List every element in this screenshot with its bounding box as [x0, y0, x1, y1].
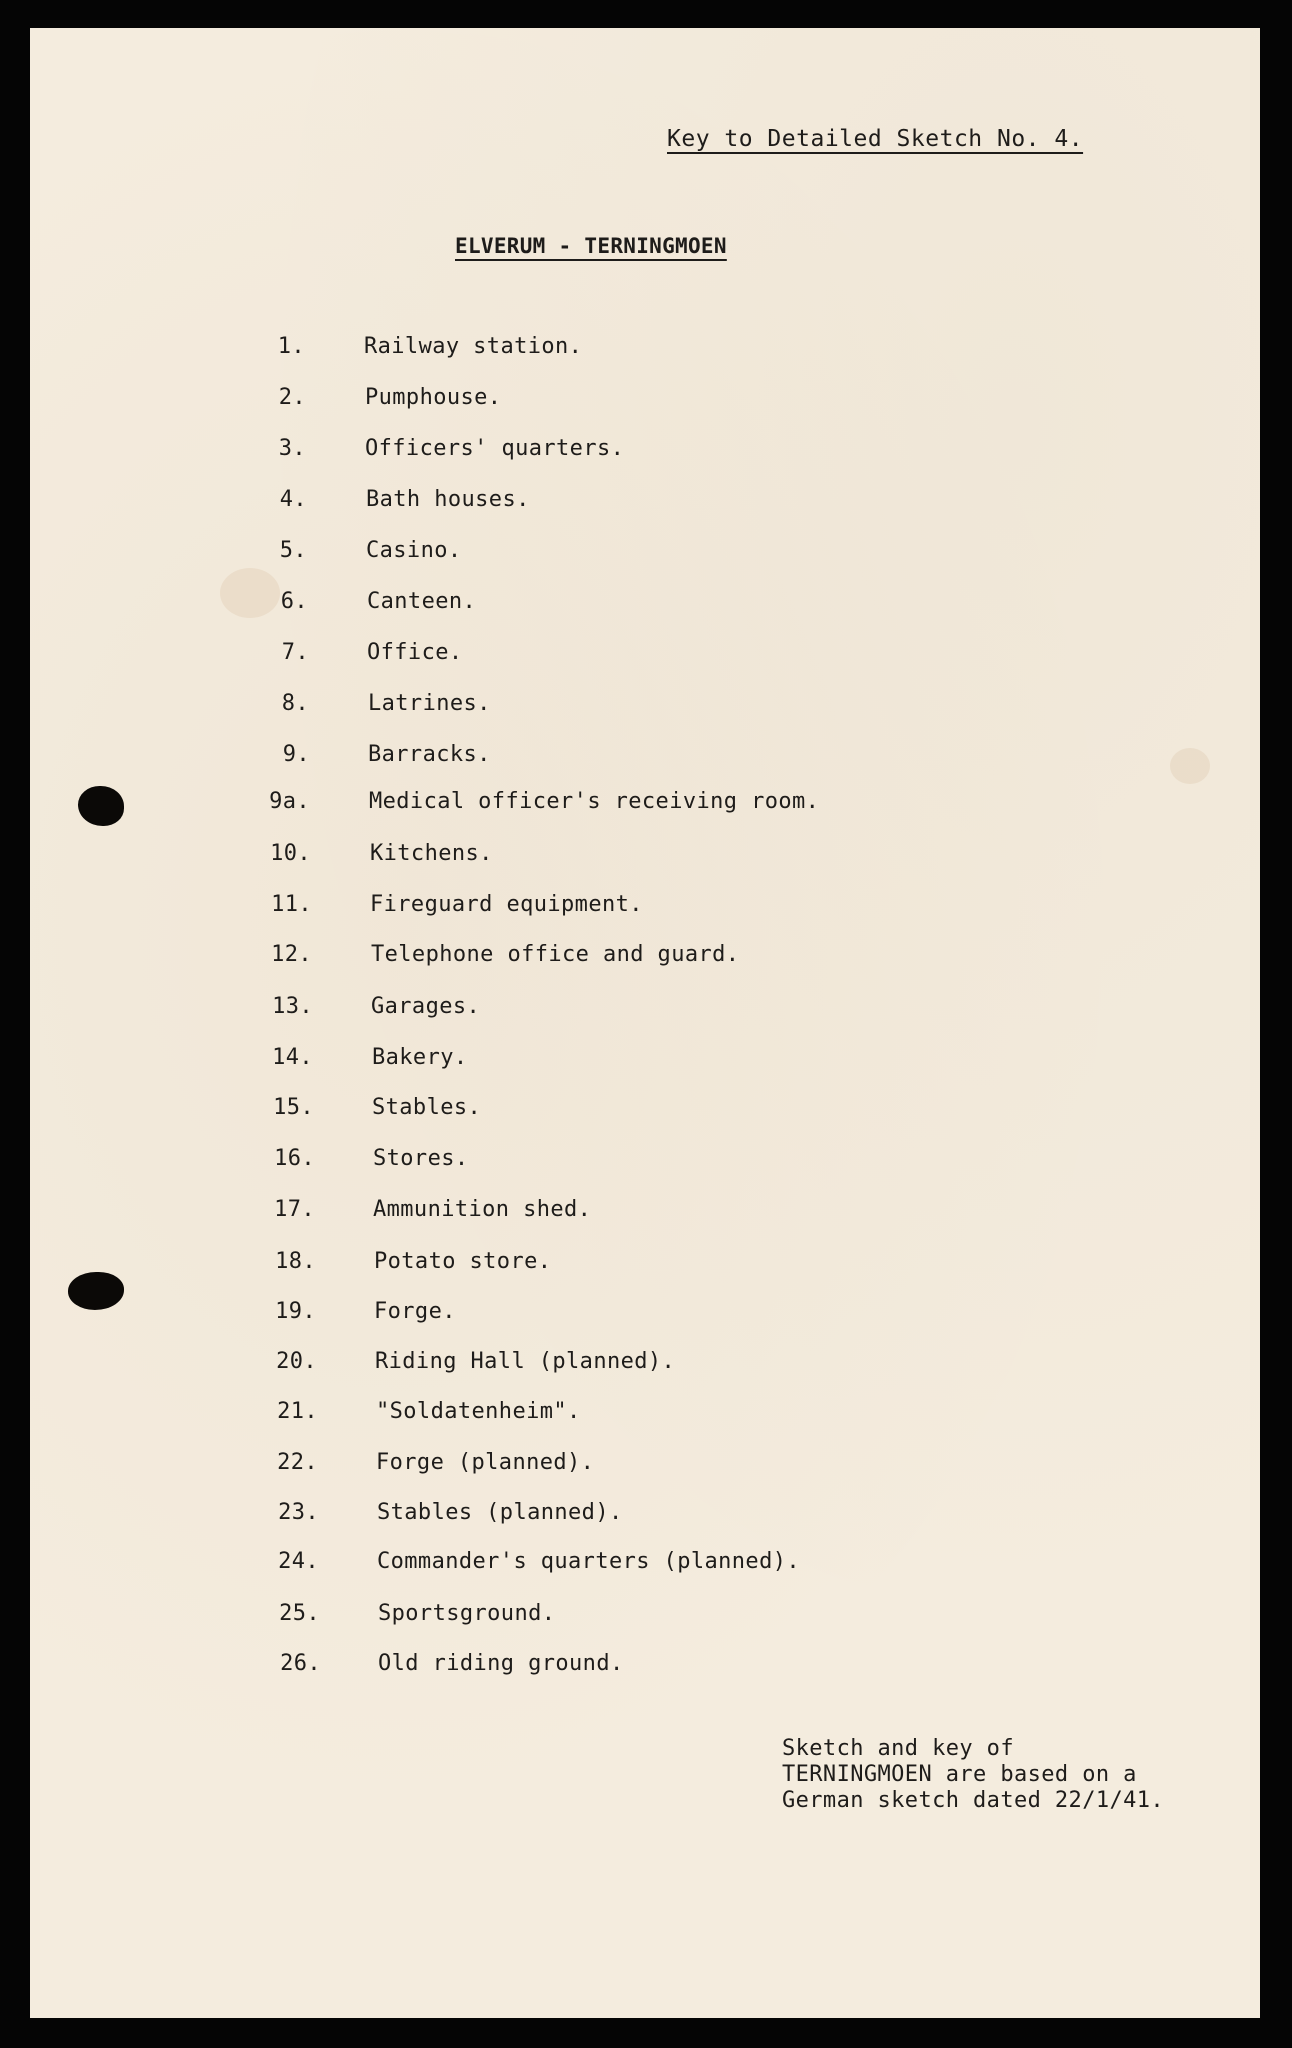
key-item-number: 25. [279, 1601, 320, 1626]
key-item-label: Office. [367, 640, 463, 665]
key-item-number: 14. [272, 1045, 313, 1070]
key-item-label: Kitchens. [370, 841, 493, 866]
key-item-label: Officers' quarters. [365, 436, 625, 461]
key-item-label: Fireguard equipment. [370, 892, 643, 917]
key-item-number: 12. [271, 942, 312, 967]
key-item-label: Canteen. [367, 589, 477, 614]
key-item-label: Ammunition shed. [373, 1197, 592, 1222]
key-item-number: 7. [281, 640, 309, 665]
key-item-number: 9. [282, 742, 310, 767]
key-item-number: 16. [274, 1146, 315, 1171]
key-item-number: 5. [279, 538, 307, 563]
key-item-label: Sportsground. [378, 1601, 556, 1626]
key-item-label: Potato store. [374, 1249, 552, 1274]
key-item-label: Stables (planned). [377, 1500, 623, 1525]
source-note-line: German sketch dated 22/1/41. [782, 1788, 1165, 1813]
key-item-number: 20. [276, 1349, 317, 1374]
key-item-number: 9a. [269, 789, 310, 814]
key-item-label: Barracks. [368, 742, 491, 767]
key-item-label: Commander's quarters (planned). [377, 1549, 800, 1574]
key-item-label: Old riding ground. [378, 1651, 624, 1676]
key-item-number: 22. [277, 1450, 318, 1475]
key-item-number: 24. [278, 1549, 319, 1574]
key-item-label: Railway station. [364, 334, 583, 359]
key-item-number: 26. [280, 1651, 321, 1676]
key-item-number: 11. [271, 892, 312, 917]
key-item-label: Riding Hall (planned). [375, 1349, 676, 1374]
sketch-key-reference: Key to Detailed Sketch No. 4. [667, 126, 1084, 152]
source-note [782, 1736, 1164, 1814]
key-item-label: Garages. [371, 994, 481, 1019]
key-item-label: Stores. [373, 1146, 469, 1171]
key-item-label: Casino. [366, 538, 462, 563]
key-item-number: 3. [278, 436, 306, 461]
key-item-number: 13. [272, 994, 313, 1019]
key-item-number: 18. [275, 1249, 316, 1274]
key-item-number: 21. [277, 1399, 318, 1424]
key-list [30, 28, 1260, 2018]
key-item-number: 6. [280, 589, 308, 614]
key-item-number: 8. [281, 691, 309, 716]
key-item-label: Latrines. [368, 691, 491, 716]
key-item-label: Bakery. [372, 1045, 468, 1070]
source-note-line: TERNINGMOEN are based on a [782, 1762, 1137, 1787]
key-item-label: Forge (planned). [376, 1450, 595, 1475]
key-item-label: Medical officer's receiving room. [369, 789, 820, 814]
key-item-label: Pumphouse. [365, 385, 502, 410]
document-title: ELVERUM - TERNINGMOEN [455, 234, 727, 258]
key-item-number: 17. [274, 1197, 315, 1222]
key-item-number: 23. [278, 1500, 319, 1525]
key-item-number: 4. [279, 487, 307, 512]
source-note-line: Sketch and key of [782, 1736, 1014, 1761]
key-item-label: Forge. [374, 1299, 456, 1324]
key-item-number: 10. [270, 841, 311, 866]
key-item-number: 2. [278, 385, 306, 410]
key-item-number: 1. [277, 334, 305, 359]
key-item-label: Bath houses. [366, 487, 530, 512]
key-item-label: Telephone office and guard. [371, 942, 740, 967]
key-item-number: 19. [275, 1299, 316, 1324]
paper-sheet [30, 28, 1260, 2018]
key-item-label: Stables. [372, 1095, 482, 1120]
key-item-label: "Soldatenheim". [376, 1399, 581, 1424]
key-item-number: 15. [273, 1095, 314, 1120]
